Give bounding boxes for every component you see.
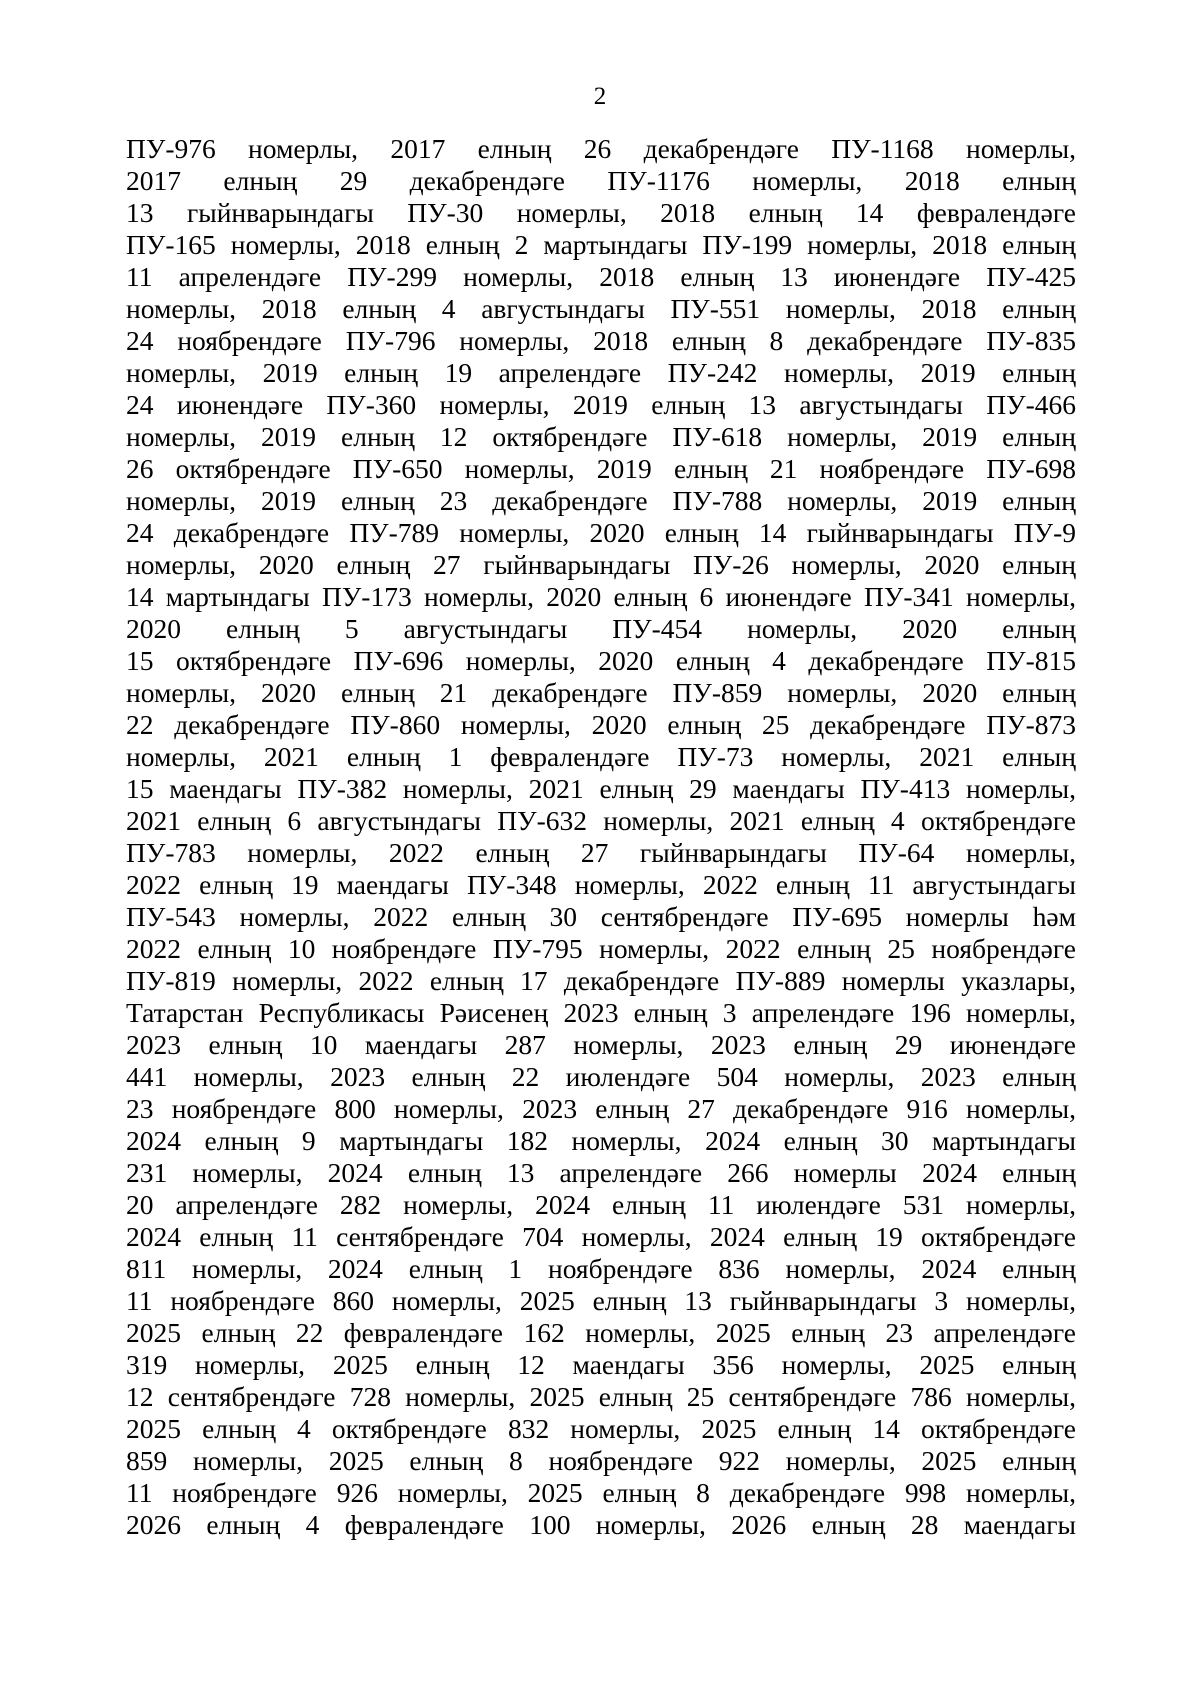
text-line: 2021 елның 6 августындагы ПУ-632 номерлы, 2021 елның 4 октябрендәге [126,805,1076,836]
text-line: ПУ-165 номерлы, 2018 елның 2 мартындагы ПУ-199 номерлы, 2018 елның [126,229,1076,260]
text-line: 2023 елның 10 маендагы 287 номерлы, 2023 елның 29 июнендәге [126,1029,1076,1060]
text-line: 12 сентябрендәге 728 номерлы, 2025 елның 25 сентябрендәге 786 номерлы, [126,1381,1076,1412]
text-line: 2017 елның 29 декабрендәге ПУ-1176 номерлы, 2018 елның [126,165,1076,196]
text-line: 15 маендагы ПУ-382 номерлы, 2021 елның 29 маендагы ПУ-413 номерлы, [126,773,1076,804]
text-line: номерлы, 2021 елның 1 февралендәге ПУ-73 номерлы, 2021 елның [126,741,1076,772]
text-line: 20 апрелендәге 282 номерлы, 2024 елның 11 июлендәге 531 номерлы, [126,1189,1076,1220]
text-line: 13 гыйнварындагы ПУ-30 номерлы, 2018 елның 14 февралендәге [126,197,1076,228]
text-line: 859 номерлы, 2025 елның 8 ноябрендәге 922 номерлы, 2025 елның [126,1445,1076,1476]
text-line: 2025 елның 4 октябрендәге 832 номерлы, 2025 елның 14 октябрендәге [126,1413,1076,1444]
text-line: ПУ-819 номерлы, 2022 елның 17 декабрендәге ПУ-889 номерлы указлары, [126,965,1076,996]
text-line: номерлы, 2019 елның 23 декабрендәге ПУ-788 номерлы, 2019 елның [126,485,1076,516]
text-line: 2026 елның 4 февралендәге 100 номерлы, 2026 елның 28 маендагы [126,1509,1076,1540]
text-line: Татарстан Республикасы Рәисенең 2023 елның 3 апрелендәге 196 номерлы, [126,997,1076,1028]
text-line: номерлы, 2019 елның 19 апрелендәге ПУ-242 номерлы, 2019 елның [126,357,1076,388]
page-number: 2 [593,83,607,110]
text-line: ПУ-976 номерлы, 2017 елның 26 декабрендәге ПУ-1168 номерлы, [126,133,1076,164]
text-line: 2022 елның 19 маендагы ПУ-348 номерлы, 2022 елның 11 августындагы [126,869,1076,900]
text-line: номерлы, 2020 елның 21 декабрендәге ПУ-859 номерлы, 2020 елның [126,677,1076,708]
text-line: 22 декабрендәге ПУ-860 номерлы, 2020 елның 25 декабрендәге ПУ-873 [126,709,1076,740]
text-line: номерлы, 2019 елның 12 октябрендәге ПУ-618 номерлы, 2019 елның [126,421,1076,452]
text-line: номерлы, 2020 елның 27 гыйнварындагы ПУ-26 номерлы, 2020 елның [126,549,1076,580]
document-body [126,133,1076,1541]
text-line: 2025 елның 22 февралендәге 162 номерлы, 2025 елның 23 апрелендәге [126,1317,1076,1348]
text-line: 24 июнендәге ПУ-360 номерлы, 2019 елның 13 августындагы ПУ-466 [126,389,1076,420]
text-line: 2022 елның 10 ноябрендәге ПУ-795 номерлы, 2022 елның 25 ноябрендәге [126,933,1076,964]
text-line: 811 номерлы, 2024 елның 1 ноябрендәге 836 номерлы, 2024 елның [126,1253,1076,1284]
text-line: ПУ-783 номерлы, 2022 елның 27 гыйнварындагы ПУ-64 номерлы, [126,837,1076,868]
text-line: 11 ноябрендәге 926 номерлы, 2025 елның 8 декабрендәге 998 номерлы, [126,1477,1076,1508]
text-line: 319 номерлы, 2025 елның 12 маендагы 356 номерлы, 2025 елның [126,1349,1076,1380]
text-line: 24 ноябрендәге ПУ-796 номерлы, 2018 елның 8 декабрендәге ПУ-835 [126,325,1076,356]
text-line: 24 декабрендәге ПУ-789 номерлы, 2020 елның 14 гыйнварындагы ПУ-9 [126,517,1076,548]
text-line: 11 апрелендәге ПУ-299 номерлы, 2018 елның 13 июнендәге ПУ-425 [126,261,1076,292]
text-line: 23 ноябрендәге 800 номерлы, 2023 елның 27 декабрендәге 916 номерлы, [126,1093,1076,1124]
text-line: 11 ноябрендәге 860 номерлы, 2025 елның 13 гыйнварындагы 3 номерлы, [126,1285,1076,1316]
text-line: 441 номерлы, 2023 елның 22 июлендәге 504 номерлы, 2023 елның [126,1061,1076,1092]
text-line: ПУ-543 номерлы, 2022 елның 30 сентябрендәге ПУ-695 номерлы һәм [126,901,1076,932]
text-line: 26 октябрендәге ПУ-650 номерлы, 2019 елның 21 ноябрендәге ПУ-698 [126,453,1076,484]
text-line: 15 октябрендәге ПУ-696 номерлы, 2020 елның 4 декабрендәге ПУ-815 [126,645,1076,676]
text-line: 2024 елның 11 сентябрендәге 704 номерлы, 2024 елның 19 октябрендәге [126,1221,1076,1252]
text-line: 2024 елның 9 мартындагы 182 номерлы, 2024 елның 30 мартындагы [126,1125,1076,1156]
text-line: номерлы, 2018 елның 4 августындагы ПУ-551 номерлы, 2018 елның [126,293,1076,324]
text-line: 231 номерлы, 2024 елның 13 апрелендәге 266 номерлы 2024 елның [126,1157,1076,1188]
text-line: 2020 елның 5 августындагы ПУ-454 номерлы, 2020 елның [126,613,1076,644]
text-line: 14 мартындагы ПУ-173 номерлы, 2020 елның 6 июнендәге ПУ-341 номерлы, [126,581,1076,612]
